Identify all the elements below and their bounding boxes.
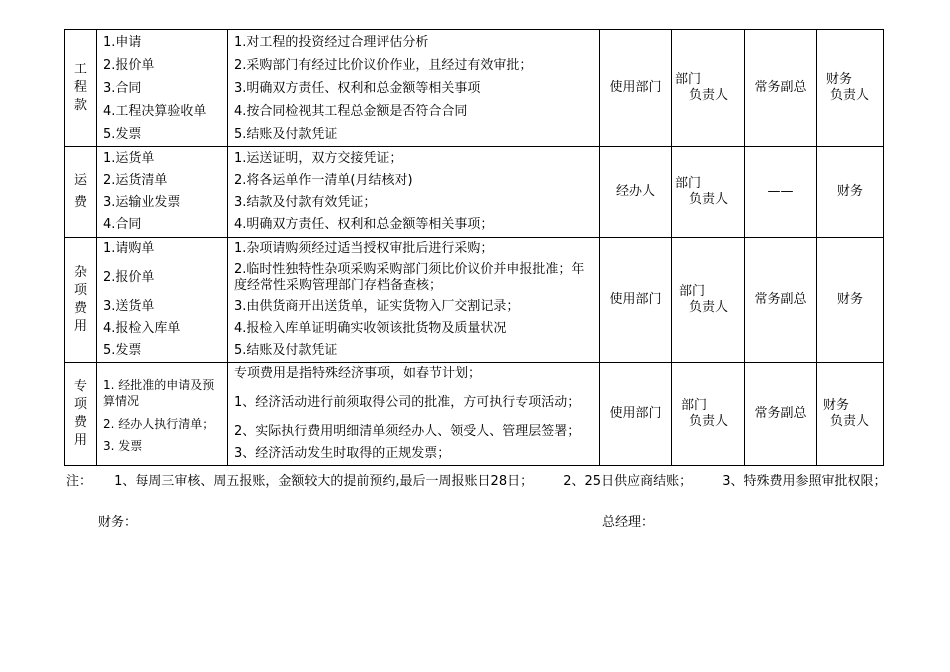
handler-cell: 使用部门 bbox=[600, 30, 672, 147]
category-cell bbox=[65, 363, 97, 466]
document-item: 2. 经办人执行清单； bbox=[103, 417, 215, 431]
category-char: 程 bbox=[73, 80, 87, 95]
documents-cell bbox=[97, 238, 228, 363]
requirement-item: 3.结款及付款有效凭证； bbox=[234, 195, 377, 210]
document-item: 3. 发票 bbox=[103, 439, 143, 453]
finance-cell bbox=[817, 363, 884, 466]
category-char: 用 bbox=[73, 433, 87, 448]
vp-cell: 常务副总 bbox=[745, 238, 817, 363]
document-item: 4.工程决算验收单 bbox=[103, 103, 207, 119]
requirement-item: 1.对工程的投资经过合理评估分析 bbox=[234, 34, 429, 50]
document-item: 1.申请 bbox=[103, 34, 142, 50]
requirement-item: 1、经济活动进行前须取得公司的批准，方可执行专项活动； bbox=[234, 395, 581, 410]
dept-head-line: 部门 bbox=[675, 72, 702, 87]
requirement-item: 1.杂项请购须经过适当授权审批后进行采购； bbox=[234, 241, 494, 256]
requirements-cell bbox=[228, 238, 600, 363]
finance-line: 财务 bbox=[823, 398, 850, 413]
footnote-item: 1、每周三审核、周五报账，金额较大的提前预约,最后一周报账日28日； bbox=[114, 474, 534, 489]
dept-head-cell bbox=[672, 238, 745, 363]
document-item: 2.报价单 bbox=[103, 57, 155, 73]
footnote-label: 注： bbox=[66, 474, 93, 489]
finance-signature-label: 财务： bbox=[98, 515, 138, 530]
requirement-item: 4.明确双方责任、权利和总金额等相关事项； bbox=[234, 217, 494, 232]
document-item: 1.请购单 bbox=[103, 241, 155, 256]
finance-cell bbox=[817, 30, 884, 147]
category-char: 用 bbox=[73, 319, 87, 334]
category-cell bbox=[65, 238, 97, 363]
document-item: 5.发票 bbox=[103, 126, 142, 142]
finance-cell: 财务 bbox=[817, 238, 884, 363]
handler-cell: 使用部门 bbox=[600, 238, 672, 363]
document-item: 4.合同 bbox=[103, 217, 142, 232]
requirement-item: 3、经济活动发生时取得的正规发票； bbox=[234, 446, 451, 461]
dept-head-line: 负责人 bbox=[689, 414, 729, 429]
document-item: 4.报检入库单 bbox=[103, 321, 181, 336]
document-item: 3.送货单 bbox=[103, 299, 155, 314]
vp-cell: 常务副总 bbox=[745, 363, 817, 466]
requirement-item: 3.明确双方责任、权利和总金额等相关事项 bbox=[234, 80, 481, 96]
requirement-item: 1.运送证明，双方交接凭证； bbox=[234, 151, 403, 166]
category-char: 费 bbox=[73, 415, 87, 430]
vp-cell: —— bbox=[745, 147, 817, 238]
document-item: 1. 经批准的申请及预算情况 bbox=[103, 378, 215, 408]
finance-cell: 财务 bbox=[817, 147, 884, 238]
table-row bbox=[65, 363, 884, 466]
requirement-item: 3.由供货商开出送货单，证实货物入厂交割记录； bbox=[234, 299, 520, 314]
dept-head-cell bbox=[672, 363, 745, 466]
documents-cell bbox=[97, 30, 228, 147]
gm-signature-label: 总经理： bbox=[602, 515, 655, 530]
table-row bbox=[65, 147, 884, 238]
category-char: 工 bbox=[73, 62, 87, 77]
requirement-item: 5.结账及付款凭证 bbox=[234, 343, 338, 358]
footnote bbox=[66, 470, 887, 489]
dept-head-cell bbox=[672, 147, 745, 238]
dept-head-line: 部门 bbox=[681, 398, 708, 413]
dept-head-line: 负责人 bbox=[689, 88, 729, 103]
category-char: 费 bbox=[73, 195, 87, 210]
requirements-cell bbox=[228, 30, 600, 147]
category-char: 专 bbox=[73, 379, 87, 394]
footnote-item: 2、25日供应商结账； bbox=[563, 474, 693, 489]
document-item: 3.运输业发票 bbox=[103, 195, 181, 210]
finance-line: 负责人 bbox=[830, 414, 870, 429]
dept-head-line: 部门 bbox=[675, 176, 702, 191]
requirement-item: 5.结账及付款凭证 bbox=[234, 126, 338, 142]
requirements-cell bbox=[228, 363, 600, 466]
footnote-item: 3、特殊费用参照审批权限； bbox=[722, 474, 887, 489]
document-item: 3.合同 bbox=[103, 80, 142, 96]
requirement-item: 4.报检入库单证明确实收领该批货物及质量状况 bbox=[234, 321, 507, 336]
category-char: 款 bbox=[73, 98, 87, 113]
category-cell bbox=[65, 147, 97, 238]
category-char: 项 bbox=[73, 397, 87, 412]
category-char: 杂 bbox=[73, 265, 87, 280]
approval-table bbox=[64, 29, 884, 466]
table-row bbox=[65, 30, 884, 147]
vp-cell: 常务副总 bbox=[745, 30, 817, 147]
requirement-item: 4.按合同检视其工程总金额是否符合合同 bbox=[234, 103, 468, 119]
dept-head-line: 部门 bbox=[679, 284, 706, 299]
documents-cell bbox=[97, 147, 228, 238]
handler-cell: 经办人 bbox=[600, 147, 672, 238]
documents-cell bbox=[97, 363, 228, 466]
finance-line: 负责人 bbox=[830, 88, 870, 103]
category-char: 费 bbox=[73, 301, 87, 316]
document-item: 2.运货清单 bbox=[103, 173, 168, 188]
requirement-item: 专项费用是指特殊经济事项，如春节计划； bbox=[234, 366, 482, 381]
requirement-item: 2.临时性独特性杂项采购采购部门须比价议价并申报批准；年度经常性采购管理部门存档备查核； bbox=[234, 262, 585, 293]
handler-cell: 使用部门 bbox=[600, 363, 672, 466]
requirement-item: 2、实际执行费用明细清单须经办人、领受人、管理层签署； bbox=[234, 424, 581, 439]
finance-line: 财务 bbox=[826, 72, 853, 87]
dept-head-line: 负责人 bbox=[689, 192, 729, 207]
category-char: 项 bbox=[73, 283, 87, 298]
requirements-cell bbox=[228, 147, 600, 238]
category-cell bbox=[65, 30, 97, 147]
dept-head-line: 负责人 bbox=[689, 300, 729, 315]
requirement-item: 2.采购部门有经过比价议价作业，且经过有效审批； bbox=[234, 57, 533, 73]
document-item: 2.报价单 bbox=[103, 270, 155, 285]
category-char: 运 bbox=[73, 173, 87, 188]
document-item: 1.运货单 bbox=[103, 151, 155, 166]
requirement-item: 2.将各运单作一清单(月结核对) bbox=[234, 173, 413, 188]
table-row bbox=[65, 238, 884, 363]
dept-head-cell bbox=[672, 30, 745, 147]
document-item: 5.发票 bbox=[103, 343, 142, 358]
